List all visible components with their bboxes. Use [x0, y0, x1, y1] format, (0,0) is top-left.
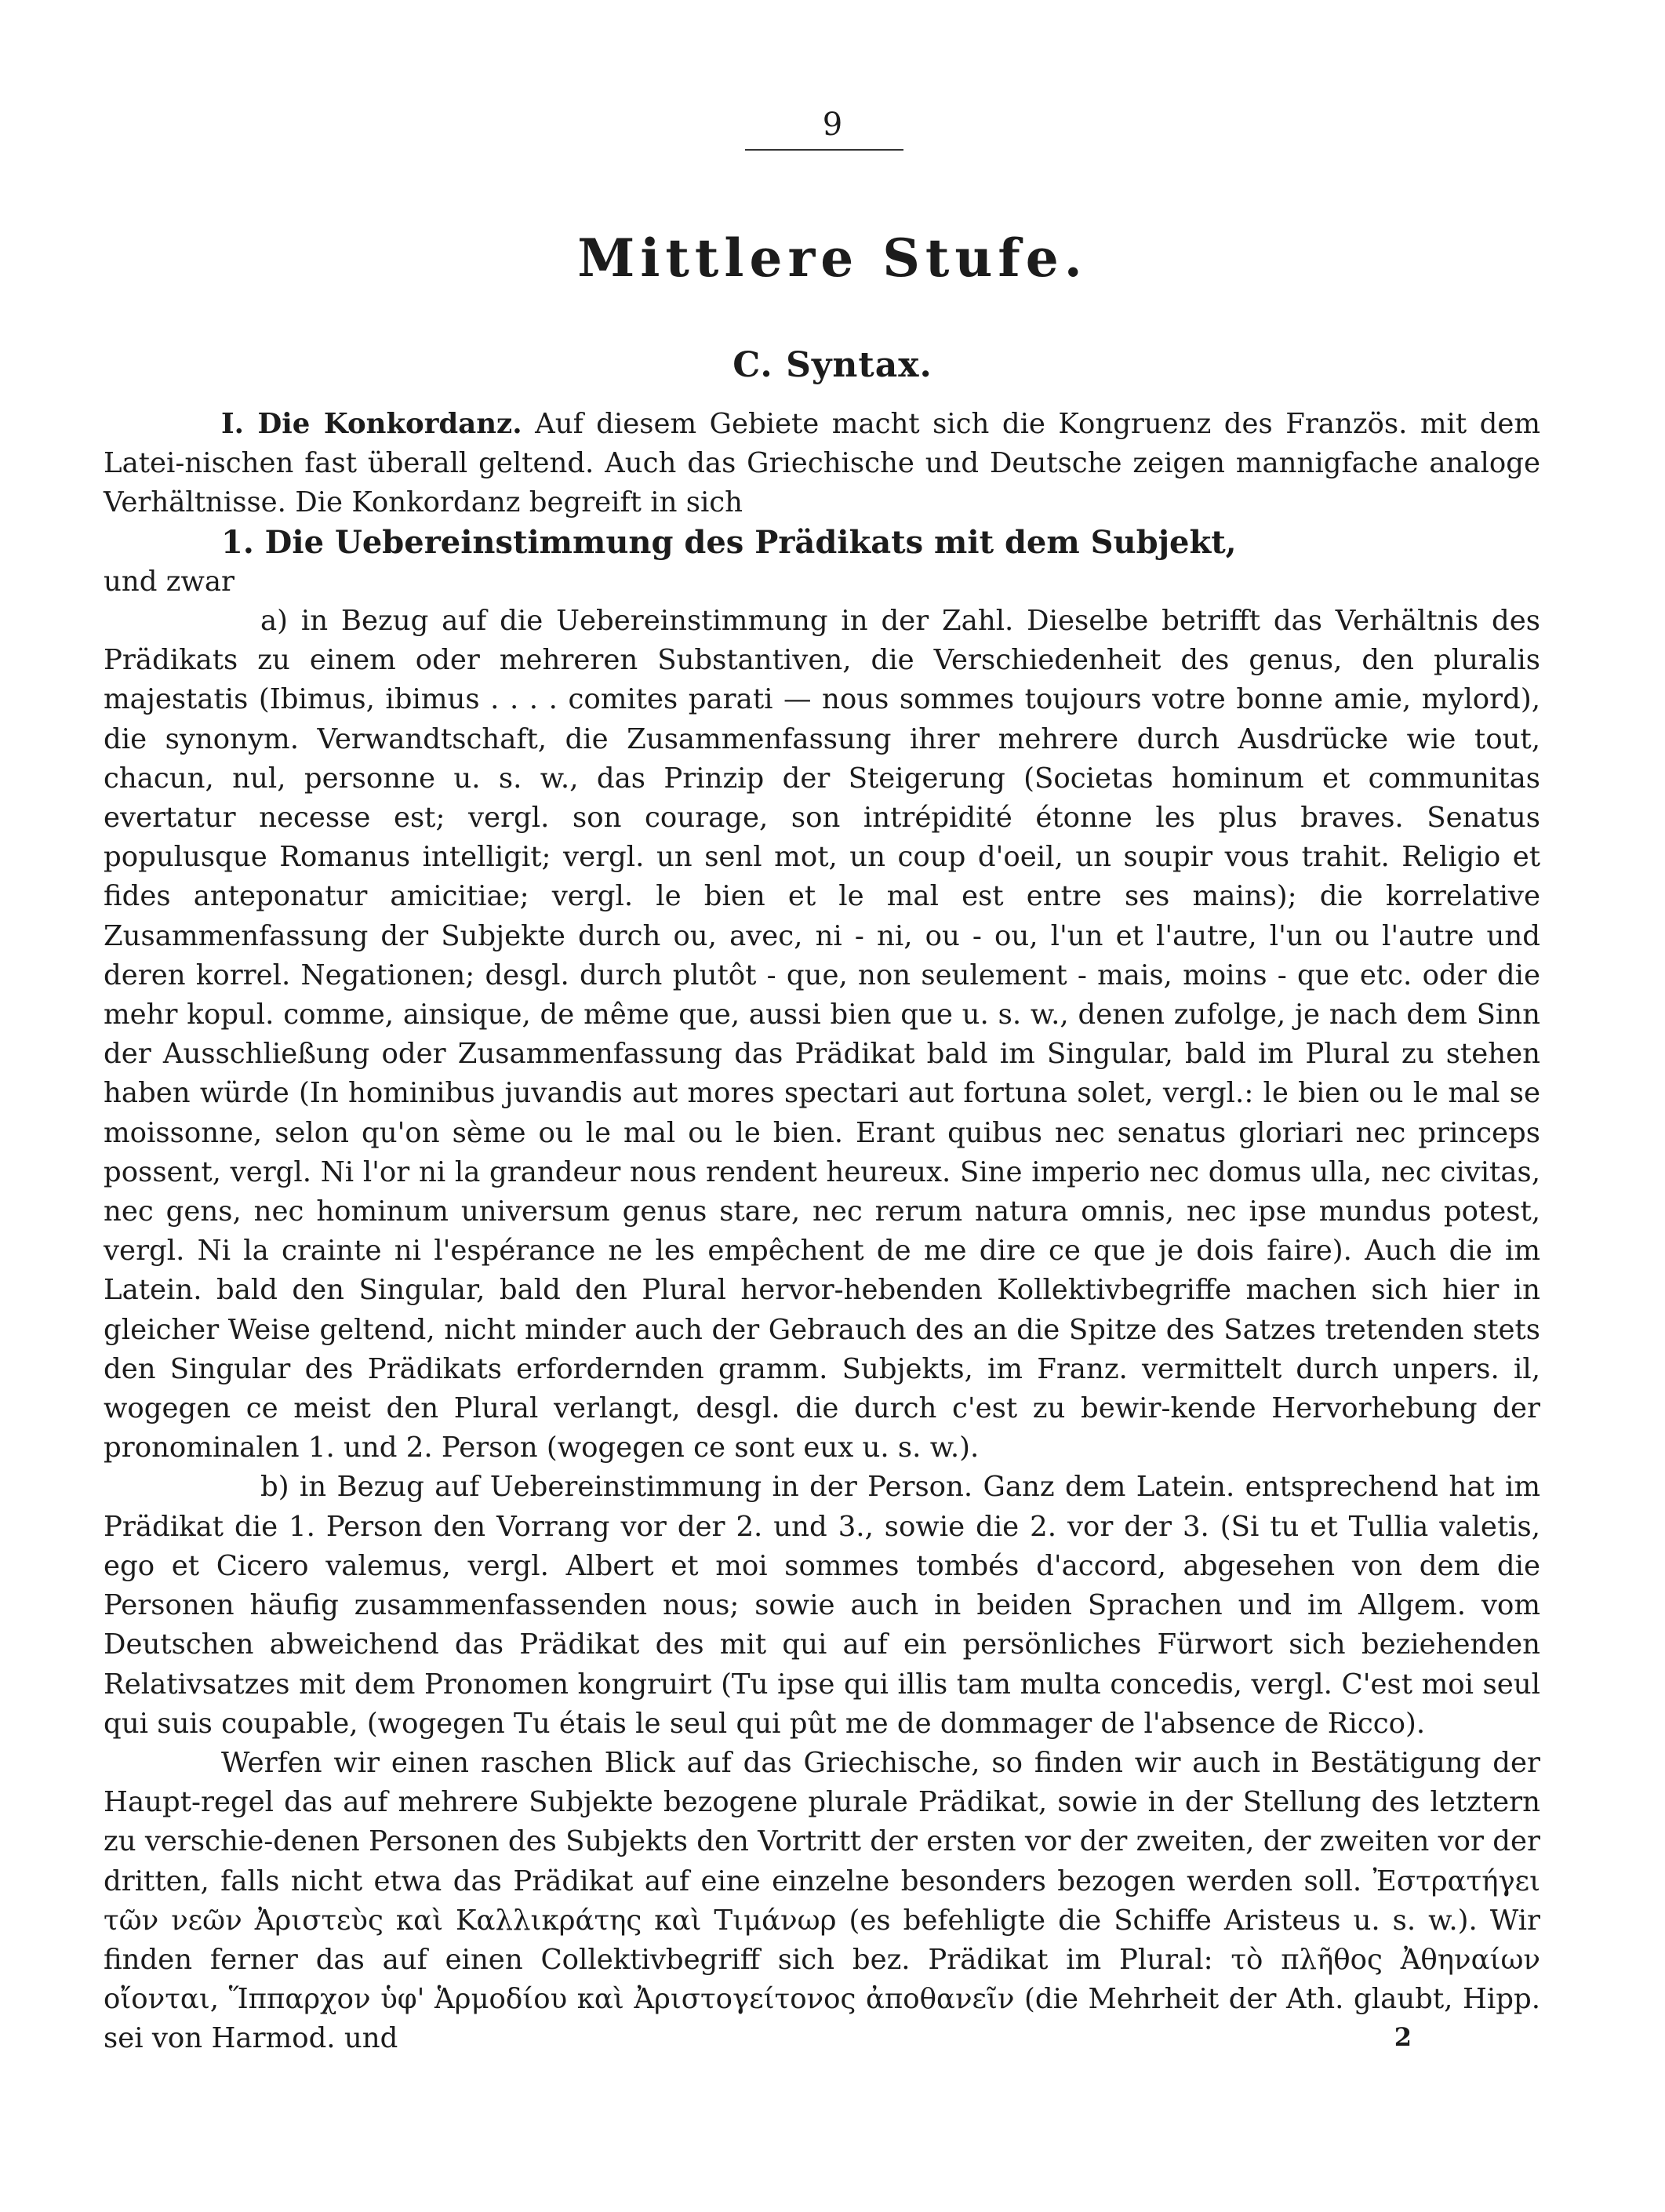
- paragraph-a: a) in Bezug auf die Uebereinstimmung in der Zahl. Dieselbe betrifft das Verhältnis des Prädikats zu einem oder mehreren Substantiven, die Verschiedenheit des genus, den pluralis majestatis (Ibimus, ibimus . . . . comites parati — nous sommes toujours votre bonne amie, mylord), die synonym. Verwandtschaft, die Zusammenfassung ihrer mehrere durch Ausdrücke wie tout, chacun, nul, personne u. s. w., das Prinzip der Steigerung (Societas hominum et communitas evertatur necesse est; vergl. son courage, son intrépidité étonne les plus braves. Senatus populusque Romanus intelligit; vergl. un senl mot, un coup d'oeil, un soupir vous trahit. Religio et fides anteponatur amicitiae; vergl. le bien et le mal est entre ses mains); die korrelative Zusammenfassung der Subjekte durch ou, avec, ni - ni, ou - ou, l'un et l'autre, l'un ou l'autre und deren korrel. Negationen; desgl. durch plutôt - que, non seulement - mais, moins - que etc. oder die mehr kopul. comme, ainsique, de même que, aussi bien que u. s. w., denen zufolge, je nach dem Sinn der Ausschließung oder Zusammenfassung das Prädikat bald im Singular, bald im Plural zu stehen haben würde (In hominibus juvandis aut mores spectari aut fortuna solet, vergl.: le bien ou le mal se moissonne, selon qu'on sème ou le mal ou le bien. Erant quibus nec senatus gloriari nec princeps possent, vergl. Ni l'or ni la grandeur nous rendent heureux. Sine imperio nec domus ulla, nec civitas, nec gens, nec hominum universum genus stare, nec rerum natura omnis, nec ipse mundus potest, vergl. Ni la crainte ni l'espérance ne les empêchent de me dire ce que je dois faire). Auch die im Latein. bald den Singular, bald den Plural hervor-hebenden Kollektivbegriffe machen sich hier in gleicher Weise geltend, nicht minder auch der Gebrauch des an die Spitze des Satzes tretenden stets den Singular des Prädikats erfordernden gramm. Subjekts, im Franz. vermittelt durch unpers. il, wogegen ce meist den Plural verlangt, desgl. die durch c'est zu bewir-kende Hervorhebung der pronominalen 1. und 2. Person (wogegen ce sont eux u. s. w.).: [104, 605, 1540, 1464]
- paragraph-b: b) in Bezug auf Uebereinstimmung in der Person. Ganz dem Latein. entsprechend hat im Prädikat die 1. Person den Vorrang vor der 2. und 3., sowie die 2. vor der 3. (Si tu et Tullia valetis, ego et Cicero valemus, vergl. Albert et moi sommes tombés d'accord, abgesehen von dem die Personen häufig zusammenfassenden nous; sowie auch in beiden Sprachen und im Allgem. vom Deutschen abweichend das Prädikat des mit qui auf ein persönliches Fürwort sich beziehenden Relativsatzes mit dem Pronomen kongruirt (Tu ipse qui illis tam multa concedis, vergl. C'est moi seul qui suis coupable, (wogegen Tu étais le seul qui pût me de dommager de l'absence de Ricco).: [104, 1471, 1540, 1740]
- section-subtitle: C. Syntax.: [733, 345, 932, 385]
- body-text: [104, 405, 1540, 2059]
- sub-heading: 1. Die Uebereinstimmung des Prädikats mit dem Subjekt,: [221, 523, 1237, 561]
- page-title: Mittlere Stufe.: [577, 227, 1088, 289]
- signature-mark: 2: [1394, 2022, 1412, 2052]
- section-heading: I. Die Konkordanz.: [221, 408, 522, 440]
- und-zwar-line: und zwar: [104, 565, 234, 598]
- page-number: 9: [822, 107, 843, 143]
- paragraph-c: Werfen wir einen raschen Blick auf das Griechische, so finden wir auch in Bestätigung der Haupt-regel das auf mehrere Subjekte bezogene plurale Prädikat, sowie in der Stellung des letztern zu verschie-denen Personen des Subjekts den Vortritt der ersten vor der zweiten, der zweiten vor der dritten, falls nicht etwa das Prädikat auf eine einzelne besonders bezogen werden soll. Ἐστρατήγει τῶν νεῶν Ἀριστεὺς καὶ Καλλικράτης καὶ Τιμάνωρ (es befehligte die Schiffe Aristeus u. s. w.). Wir finden ferner das auf einen Collektivbegriff sich bez. Prädikat im Plural: τὸ πλῆθος Ἀθηναίων οἴονται, Ἵππαρχον ὑφ' Ἁρμοδίου καὶ Ἀριστογείτονος ἀποθανεῖν (die Mehrheit der Ath. glaubt, Hipp. sei von Harmod. und: [104, 1746, 1540, 2055]
- page-number-rule: [745, 149, 903, 151]
- intro-text: Auf diesem Gebiete macht sich die Kongruenz des Französ. mit dem Latei-nischen fast überall geltend. Auch das Griechische und Deutsche zeigen mannigfache analoge Verhältnisse. Die Konkordanz begreift in sich: [104, 408, 1540, 519]
- intro-paragraph: [104, 405, 1540, 523]
